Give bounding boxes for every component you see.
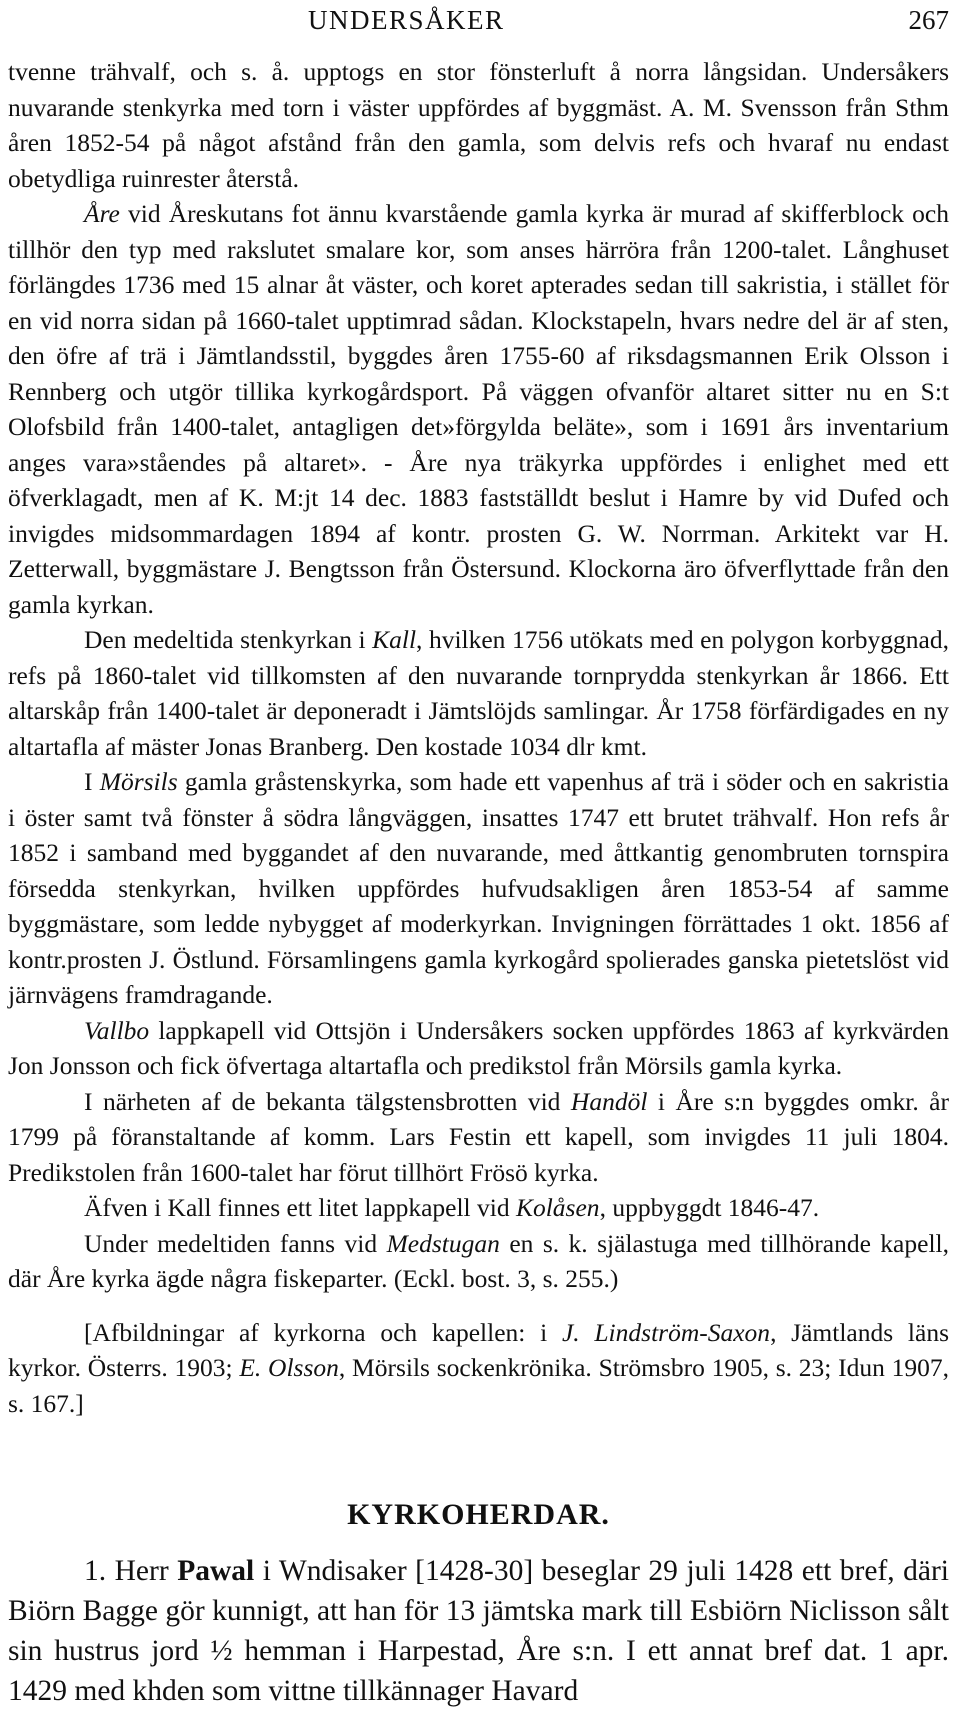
text-run: , Jämtlands läns kyrkor. Österrs. 1903; [8, 1317, 949, 1382]
italic-run: Kall [372, 625, 417, 654]
spacer [8, 1421, 949, 1479]
paragraph-are [8, 196, 949, 622]
text-run: , Mörsils sockenkrönika. Strömsbro 1905, s. 23; Idun 1907, s. 167.] [8, 1353, 949, 1418]
text-run: i Åre s:n byggdes omkr. år 1799 på föranstaltande af komm. Lars Festin ett kapell, som invigdes 11 juli 1804. Predikstolen från 1600-talet har förut tillhört Frösö kyrka. [8, 1086, 949, 1187]
paragraph-vallbo [8, 1013, 949, 1084]
text-run: , hvilken 1756 utökats med en polygon korbyggnad, refs på 1860-talet vid tillkomsten af den nuvarande tornprydda stenkyrkan år 1866. Ett altarskåp från 1400-talet är deponeradt i Jämtslöjds samlingar. År 1758 förfärdigades en ny altartafla af mäster Jonas Branberg. Den kostade 1034 dlr kmt. [8, 625, 949, 761]
text-run: Den medeltida stenkyrkan i [84, 625, 373, 654]
text-run: 1. Herr [84, 1555, 178, 1587]
italic-run: Kolåsen [515, 1193, 600, 1222]
italic-run: Mörsils [99, 767, 178, 796]
text-run: vid Åreskutans fot ännu kvarstående gamla kyrka är murad af skifferblock och tillhör den typ med rakslutet smalare kor, som anses härröra från 1200-talet. Långhuset förlängdes 1736 med 15 alnar åt väster, och koret apterades sedan till sakristia, i stället för en vid norra sidan på 1660-talet upptimrad sådan. Klockstapeln, hvars nedre del är af sten, den öfre af trä i Jämtlandsstil, byggdes åren 1755-60 af riksdagsmannen Erik Olsson i Rennberg och utgör tillika kyrkogårdsport. På väggen ofvanför altaret sitter nu en S:t Olofsbild från 1400-talet, antagligen det»förgylda beläte», som i 1691 års inventarium anges vara»ståendes på altaret». - Åre nya träkyrka uppfördes i enlighet med ett öfverklagadt, men af K. M:jt 14 dec. 1883 fastställdt beslut i Hamre by vid Dufed och invigdes midsommardagen 1894 af kontr. prosten G. W. Norrman. Arkitekt var H. Zetterwall, byggmästare J. Bengtsson från Östersund. Klockorna äro öfverflyttade från den gamla kyrkan. [8, 199, 949, 619]
text-run: Äfven i Kall finnes ett litet lappkapell vid [84, 1193, 516, 1222]
italic-run: J. Lindström-Saxon [561, 1317, 771, 1347]
paragraph-undersaker-stenkyrka [8, 54, 949, 196]
paragraph-handol [8, 1084, 949, 1191]
paragraph-references [8, 1315, 949, 1422]
running-title: UNDERSÅKER [308, 5, 505, 35]
text-run: i Wndisaker [1428-30] beseglar 29 juli 1428 ett bref, däri Biörn Bagge gör kunnigt, att han för 13 jämtska mark till Esbiörn Niclisson sålt sin hustrus jord ½ hemman i Harpestad, Åre s:n. I ett annat bref dat. 1 apr. 1429 med khden som vittne tillkännager Havard [8, 1555, 950, 1707]
document-body [8, 54, 949, 1711]
text-run: en s. k. själastuga med tillhörande kapell, där Åre kyrka ägde några fiskeparter. (Eckl. bost. 3, s. 255.) [8, 1228, 949, 1293]
italic-run: Åre [84, 199, 120, 228]
spacer [8, 1297, 949, 1315]
text-run: , uppbyggdt 1846-47. [599, 1193, 820, 1222]
text-run: Under medeltiden fanns vid [84, 1228, 387, 1258]
running-head [8, 0, 949, 46]
section-heading: KYRKOHERDAR. [347, 1498, 610, 1531]
italic-run: Handöl [570, 1086, 648, 1116]
paragraph-kyrkoherde-1 [8, 1551, 949, 1711]
page-number: 267 [908, 5, 949, 35]
bold-run: Pawal [177, 1555, 255, 1587]
text-run: tvenne trähvalf, och s. å. upptogs en stor fönsterluft å norra långsidan. Undersåkers nuvarande stenkyrka med torn i väster uppfördes af byggmäst. A. M. Svensson från Sthm åren 1852-54 på något afstånd från den gamla, som delvis refs och hvaraf nu endast obetydliga ruinrester återstå. [8, 57, 949, 193]
text-run: I [84, 767, 100, 796]
text-run: [Afbildningar af kyrkorna och kapellen: i [84, 1317, 562, 1347]
paragraph-morsil [8, 764, 949, 1013]
text-run: lappkapell vid Ottsjön i Undersåkers socken uppfördes 1863 af kyrkvärden Jon Jonsson och fick öfvertaga altartafla och predikstol från Mörsils gamla kyrka. [8, 1015, 949, 1080]
italic-run: Medstugan [386, 1228, 500, 1258]
paragraph-medstugan [8, 1226, 949, 1297]
paragraph-kall [8, 622, 949, 764]
italic-run: E. Olsson [239, 1353, 339, 1382]
text-run: gamla gråstenskyrka, som hade ett vapenhus af trä i söder och en sakristia i öster samt två fönster å södra långväggen, insattes 1747 ett brutet trähvalf. Hon refs år 1852 i samband med byggandet af den nuvarande, med åttkantig genombruten tornspira försedda stenkyrkan, hvilken uppfördes hufvudsakligen åren 1853-54 af samme byggmästare, som ledde nybygget af moderkyrkan. Invigningen förrättades 1 okt. 1856 af kontr.prosten J. Östlund. Församlingens gamla kyrkogård spolierades ganska pietetslöst vid järnvägens framdragande. [8, 767, 949, 1009]
text-run: I närheten af de bekanta tälgstensbrotten vid [84, 1086, 571, 1116]
italic-run: Vallbo [84, 1015, 150, 1045]
paragraph-kolasen [8, 1190, 949, 1226]
